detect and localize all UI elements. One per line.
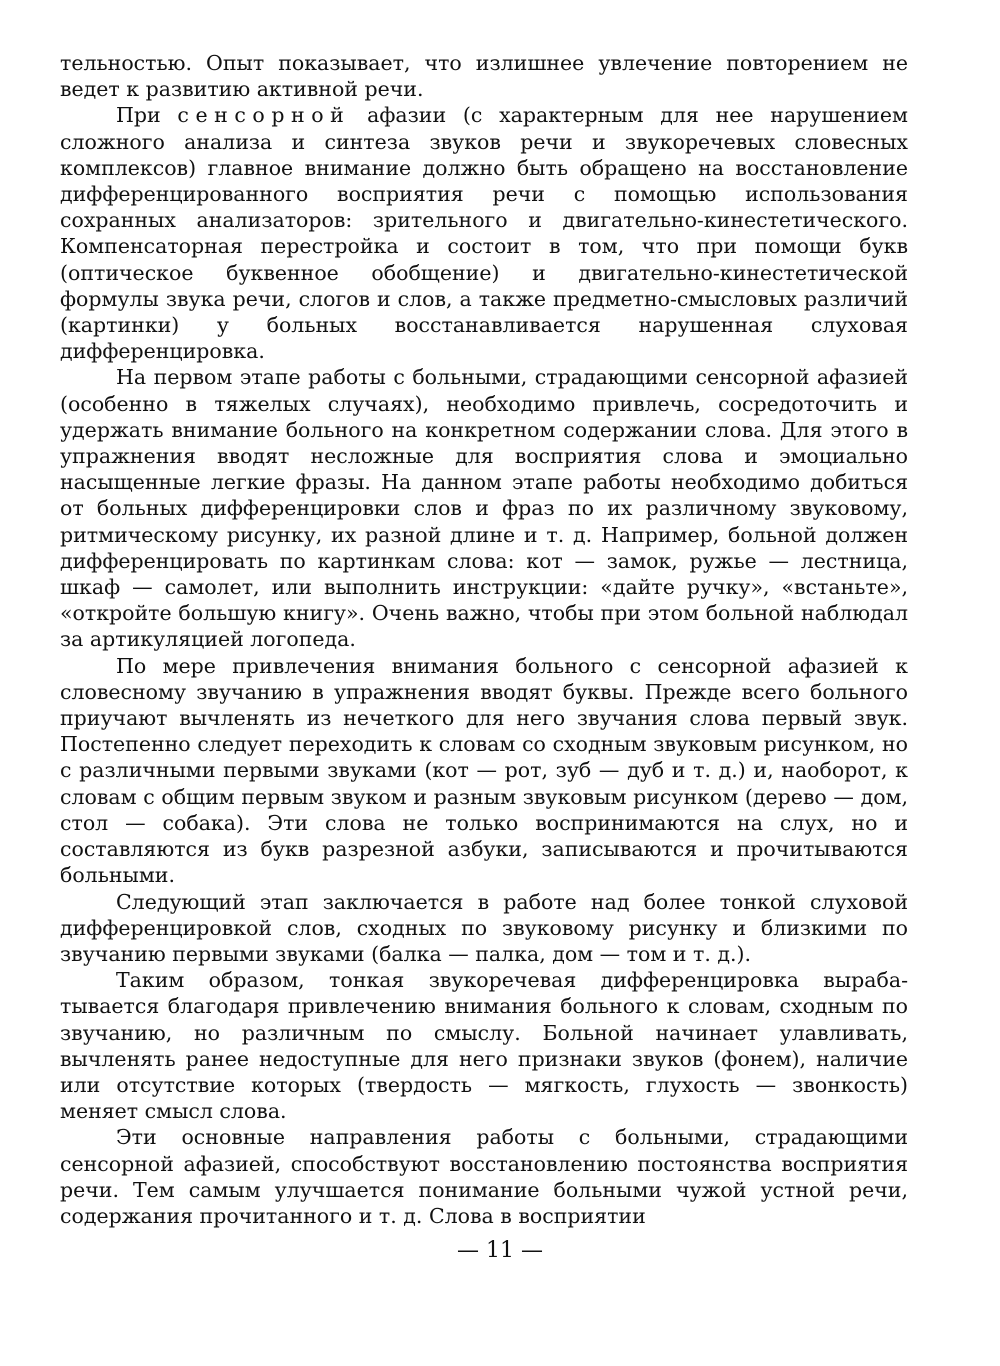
paragraph-3: На первом этапе работы с больными, страдающими сенсорной афазией (особенно в тяжелых случаях), необходимо привлечь, сосредоточить и удержать внимание больного на конкретном содержании слова. Для этого в упражнения вводят несложные для восприятия слова и эмоциально насыщенные легкие фразы. На данном этапе работы необходимо добиться от больных дифференцировки слов и фраз по их различному звуковому, ритмическому рисунку, их разной длине и т. д. Например, больной должен дифференцировать по картинкам слова: кот — замок, ружье — лестница, шкаф — самолет, или выполнить инструкции: «дайте ручку», «встаньте», «откройте большую книгу». Очень важно, чтобы при этом больной наблюдал за артикуляцией логопеда. bbox=[60, 365, 908, 652]
paragraph-2-rest: афазии (с характерным для нее нарушением сложного анализа и синтеза звуков речи и звукоречевых словесных комплексов) главное внимание должно быть обращено на восстановление дифференцированного восприятия речи с помощью использования сохранных анализаторов: зрительного и двигательно-кинестетического. Компенсаторная перестройка и состоит в том, что при помощи букв (оптическое буквенное обобщение) и двигательно-кинестетической формулы звука речи, слогов и слов, а также предметно-смысловых различий (картинки) у больных восстанавливается нарушенная слуховая дифференцировка. bbox=[60, 103, 908, 364]
page-body bbox=[60, 50, 908, 1229]
paragraph-2 bbox=[60, 102, 908, 364]
paragraph-2-lead: При bbox=[116, 103, 161, 128]
emphasized-term: сенсорной bbox=[177, 103, 351, 128]
paragraph-1: тельностью. Опыт показывает, что излишнее увлечение повторением не ведет к развитию активной речи. bbox=[60, 51, 908, 102]
paragraph-5: Следующий этап заключается в работе над более тонкой слуховой дифференцировкой слов, сходных по звуковому рисунку и близкими по звучанию первыми звуками (балка — палка, дом — том и т. д.). bbox=[60, 889, 908, 966]
paragraph-6: Таким образом, тонкая звукоречевая дифференцировка вырабатывается благодаря привлечению внимания больного к словам, сходным по звучанию, но различным по смыслу. Больной начинает улавливать, вычленять ранее недоступные для него признаки звуков (фонем), наличие или отсутствие которых (твердость — мягкость, глухость — звонкость) меняет смысл слова. bbox=[60, 968, 908, 1124]
page-number: — 11 — bbox=[457, 1238, 543, 1263]
paragraph-7: Эти основные направления работы с больными, страдающими сенсорной афазией, способствуют восстановлению постоянства восприятия речи. Тем самым улучшается понимание больными чужой устной речи, содержания прочитанного и т. д. Слова в восприятии bbox=[60, 1125, 908, 1228]
paragraph-4: По мере привлечения внимания больного с сенсорной афазией к словесному звучанию в упражнения вводят буквы. Прежде всего больного приучают вычленять из нечеткого для него звучания слова первый звук. Постепенно следует переходить к словам со сходным звуковым рисунком, но с различными первыми звуками (кот — рот, зуб — дуб и т. д.) и, наоборот, к словам с общим первым звуком и разным звуковым рисунком (дерево — дом, стол — собака). Эти слова не только воспринимаются на слух, но и составляются из букв разрезной азбуки, записываются и прочитываются больными. bbox=[60, 653, 908, 888]
